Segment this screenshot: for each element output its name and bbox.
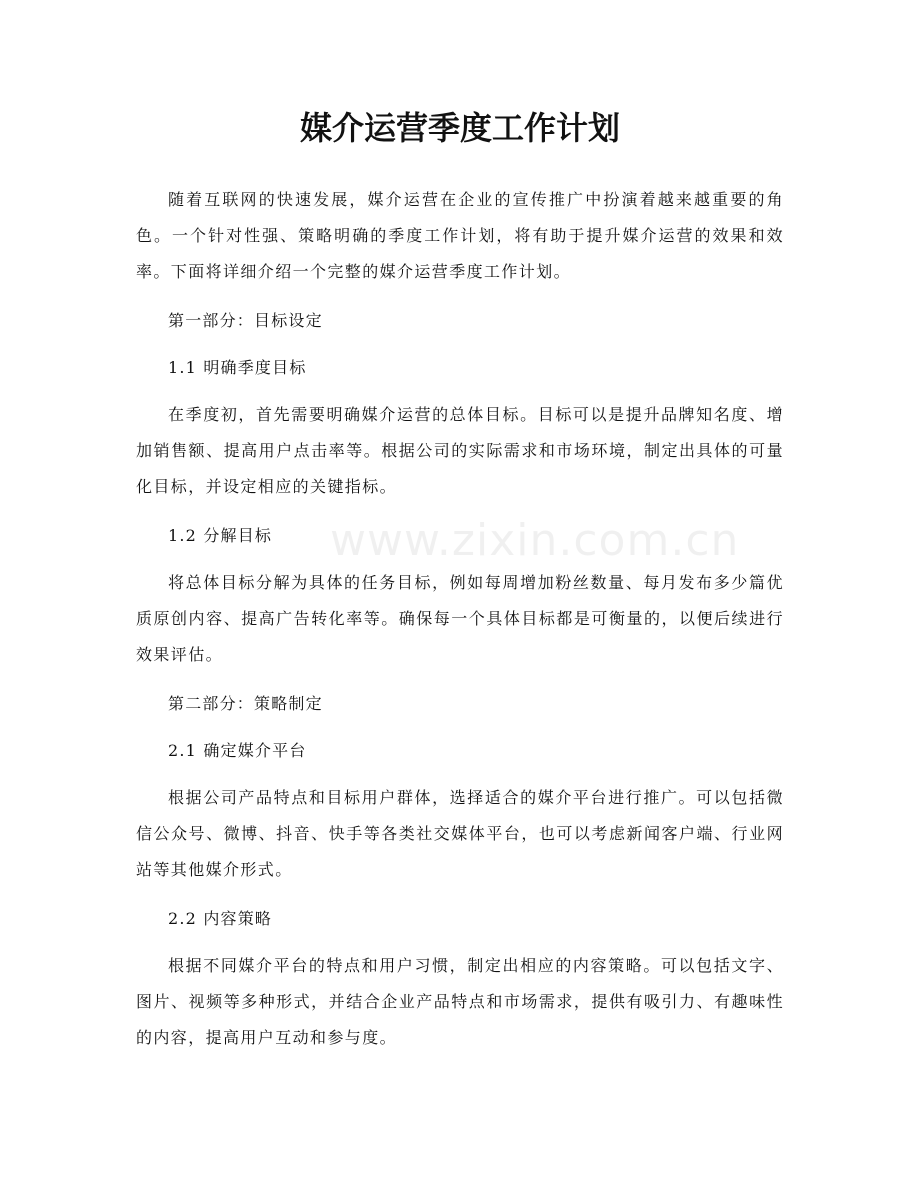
- section-2-2-heading: 2.2 内容策略: [168, 909, 273, 928]
- part-1-heading: 第一部分：目标设定: [168, 311, 323, 330]
- intro-paragraph: 随着互联网的快速发展，媒介运营在企业的宣传推广中扮演着越来越重要的角色。一个针对性强、策略明确的季度工作计划，将有助于提升媒介运营的效果和效率。下面将详细介绍一个完整的媒介运营季度工作计划。: [136, 190, 784, 281]
- document-title: 媒介运营季度工作计划: [299, 109, 620, 147]
- document-body: [136, 182, 784, 1056]
- section-2-1-heading: 2.1 确定媒介平台: [168, 741, 307, 760]
- section-1-1-paragraph: 在季度初，首先需要明确媒介运营的总体目标。目标可以是提升品牌知名度、增加销售额、提高用户点击率等。根据公司的实际需求和市场环境，制定出具体的可量化目标，并设定相应的关键指标。: [136, 405, 784, 496]
- section-1-2-paragraph: 将总体目标分解为具体的任务目标，例如每周增加粉丝数量、每月发布多少篇优质原创内容、提高广告转化率等。确保每一个具体目标都是可衡量的，以便后续进行效果评估。: [136, 573, 784, 664]
- watermark: www.zixin.com.cn: [330, 515, 740, 566]
- section-1-2-heading: 1.2 分解目标: [168, 526, 273, 545]
- part-2-heading: 第二部分：策略制定: [168, 694, 323, 713]
- section-1-1-heading: 1.1 明确季度目标: [168, 358, 307, 377]
- section-2-2-paragraph: 根据不同媒介平台的特点和用户习惯，制定出相应的内容策略。可以包括文字、图片、视频等多种形式，并结合企业产品特点和市场需求，提供有吸引力、有趣味性的内容，提高用户互动和参与度。: [136, 956, 784, 1047]
- section-2-1-paragraph: 根据公司产品特点和目标用户群体，选择适合的媒介平台进行推广。可以包括微信公众号、微博、抖音、快手等各类社交媒体平台，也可以考虑新闻客户端、行业网站等其他媒介形式。: [136, 788, 784, 879]
